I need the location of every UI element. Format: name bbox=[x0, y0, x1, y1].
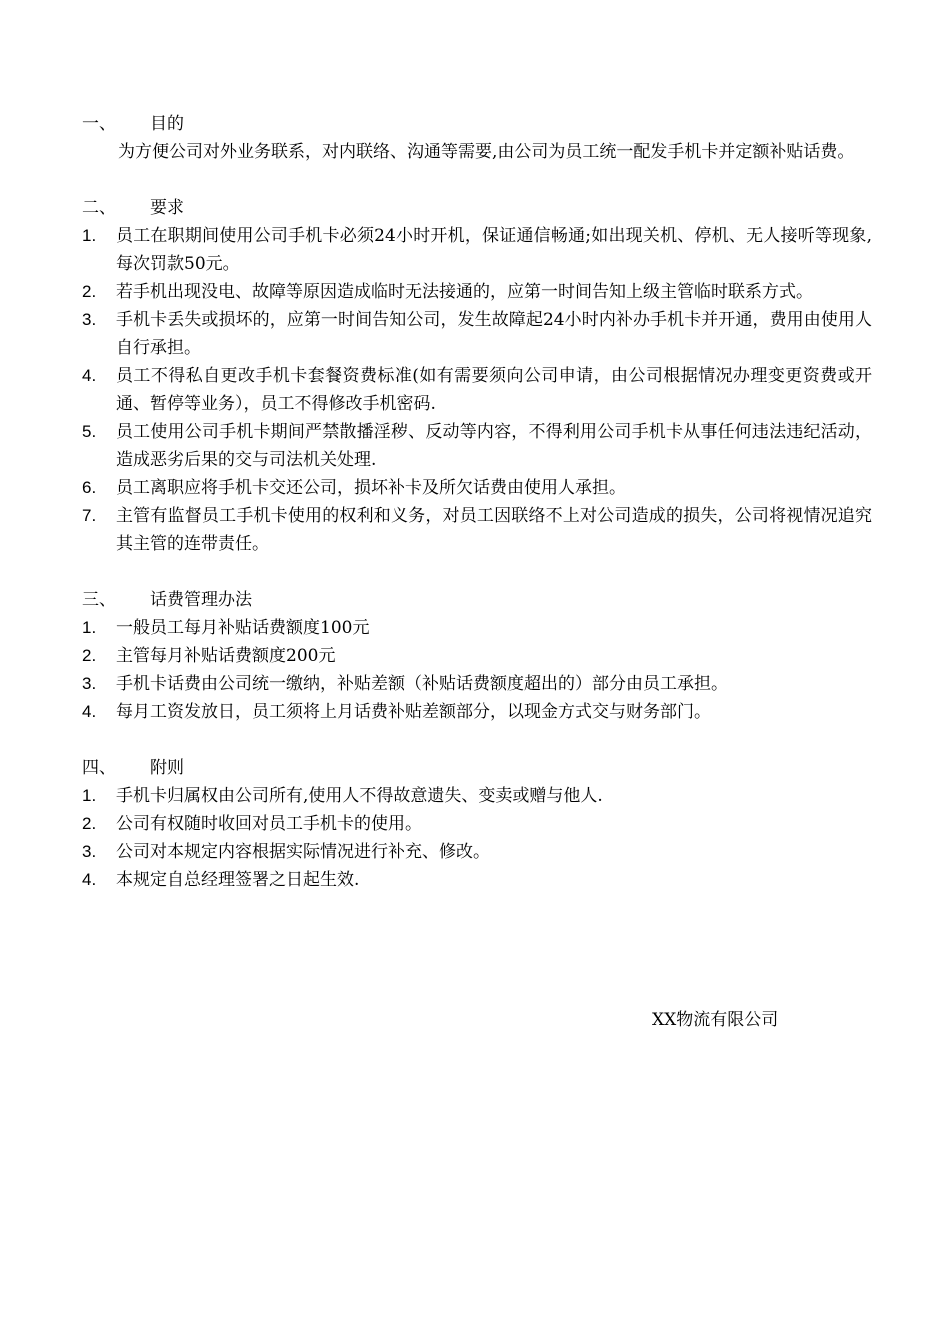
list-item-text: 一般员工每月补贴话费额度100元 bbox=[116, 618, 370, 638]
document-body bbox=[82, 110, 872, 894]
list-item-text: 本规定自总经理签署之日起生效. bbox=[116, 870, 360, 890]
section-number: 二、 bbox=[82, 198, 116, 218]
section-appendix bbox=[82, 754, 872, 894]
list-item-number: 4. bbox=[82, 702, 97, 721]
section-number: 一、 bbox=[82, 114, 116, 134]
list-item-number: 3. bbox=[82, 674, 97, 693]
list-item-text: 员工使用公司手机卡期间严禁散播淫秽、反动等内容，不得利用公司手机卡从事任何违法违纪活动，造成恶劣后果的交与司法机关处理. bbox=[116, 422, 872, 470]
list-item-text: 员工离职应将手机卡交还公司，损坏补卡及所欠话费由使用人承担。 bbox=[116, 478, 626, 498]
list-item-number: 1. bbox=[82, 786, 97, 805]
section-heading bbox=[82, 110, 872, 138]
list-item bbox=[82, 222, 872, 278]
company-signature: XX物流有限公司 bbox=[652, 1010, 779, 1030]
list-item bbox=[82, 502, 872, 558]
list-item bbox=[82, 362, 872, 418]
list-item bbox=[82, 418, 872, 474]
list-item-number: 2. bbox=[82, 646, 97, 665]
fee-management-list bbox=[82, 614, 872, 726]
section-purpose bbox=[82, 110, 872, 166]
section-title: 目的 bbox=[150, 114, 184, 134]
list-item-text: 手机卡话费由公司统一缴纳，补贴差额（补贴话费额度超出的）部分由员工承担。 bbox=[116, 674, 728, 694]
list-item-number: 1. bbox=[82, 226, 97, 245]
list-item-text: 公司有权随时收回对员工手机卡的使用。 bbox=[116, 814, 422, 834]
list-item-text: 每月工资发放日，员工须将上月话费补贴差额部分，以现金方式交与财务部门。 bbox=[116, 702, 711, 722]
list-item bbox=[82, 278, 872, 306]
list-item bbox=[82, 306, 872, 362]
list-item-number: 6. bbox=[82, 478, 97, 497]
list-item-number: 3. bbox=[82, 842, 97, 861]
list-item-text: 主管每月补贴话费额度200元 bbox=[116, 646, 336, 666]
section-title: 要求 bbox=[150, 198, 184, 218]
list-item-number: 4. bbox=[82, 870, 97, 889]
list-item-number: 4. bbox=[82, 366, 97, 385]
list-item bbox=[82, 614, 872, 642]
list-item-text: 若手机出现没电、故障等原因造成临时无法接通的，应第一时间告知上级主管临时联系方式。 bbox=[116, 282, 813, 302]
list-item bbox=[82, 698, 872, 726]
list-item bbox=[82, 474, 872, 502]
section-heading bbox=[82, 194, 872, 222]
list-item-number: 5. bbox=[82, 422, 97, 441]
section-fee-management bbox=[82, 586, 872, 726]
list-item-number: 7. bbox=[82, 506, 97, 525]
list-item-number: 2. bbox=[82, 814, 97, 833]
list-item bbox=[82, 810, 872, 838]
list-item bbox=[82, 838, 872, 866]
section-requirements bbox=[82, 194, 872, 558]
list-item-text: 公司对本规定内容根据实际情况进行补充、修改。 bbox=[116, 842, 490, 862]
list-item-text: 员工不得私自更改手机卡套餐资费标准(如有需要须向公司申请，由公司根据情况办理变更资费或开通、暂停等业务），员工不得修改手机密码. bbox=[116, 366, 872, 414]
section-heading bbox=[82, 586, 872, 614]
list-item-text: 主管有监督员工手机卡使用的权利和义务，对员工因联络不上对公司造成的损失，公司将视情况追究其主管的连带责任。 bbox=[116, 506, 872, 554]
list-item bbox=[82, 782, 872, 810]
requirements-list bbox=[82, 222, 872, 558]
list-item bbox=[82, 642, 872, 670]
list-item-number: 3. bbox=[82, 310, 97, 329]
section-title: 话费管理办法 bbox=[150, 590, 252, 610]
section-number: 三、 bbox=[82, 590, 116, 610]
appendix-list bbox=[82, 782, 872, 894]
section-heading bbox=[82, 754, 872, 782]
section-number: 四、 bbox=[82, 758, 116, 778]
list-item bbox=[82, 866, 872, 894]
section-paragraph: 为方便公司对外业务联系，对内联络、沟通等需要,由公司为员工统一配发手机卡并定额补贴话费。 bbox=[118, 142, 855, 162]
list-item-text: 手机卡丢失或损坏的，应第一时间告知公司，发生故障起24小时内补办手机卡并开通，费用由使用人自行承担。 bbox=[116, 310, 872, 358]
list-item bbox=[82, 670, 872, 698]
list-item-text: 员工在职期间使用公司手机卡必须24小时开机，保证通信畅通;如出现关机、停机、无人接听等现象,每次罚款50元。 bbox=[116, 226, 872, 274]
section-title: 附则 bbox=[150, 758, 184, 778]
list-item-number: 1. bbox=[82, 618, 97, 637]
list-item-number: 2. bbox=[82, 282, 97, 301]
list-item-text: 手机卡归属权由公司所有,使用人不得故意遗失、变卖或赠与他人. bbox=[116, 786, 603, 806]
